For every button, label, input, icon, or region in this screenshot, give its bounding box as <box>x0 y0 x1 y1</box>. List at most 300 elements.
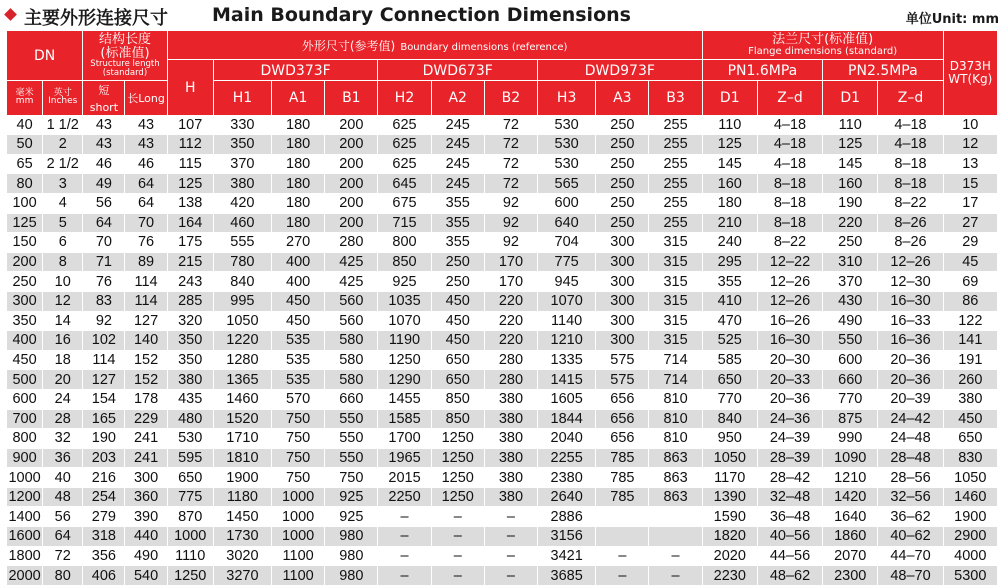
table-cell: 990 <box>823 429 878 449</box>
table-cell: 243 <box>167 272 213 292</box>
table-cell: 640 <box>538 213 596 233</box>
table-cell: 1710 <box>213 429 271 449</box>
table-cell: 1190 <box>378 331 431 351</box>
table-cell: 1250 <box>378 350 431 370</box>
zd-pn25-header: Z–d <box>878 81 943 116</box>
boundary-dimensions-header: 外形尺寸(参考值) Boundary dimensions (reference) <box>167 31 702 60</box>
table-cell: 863 <box>649 468 702 488</box>
table-cell: 650 <box>702 370 757 390</box>
table-cell: 1335 <box>538 350 596 370</box>
table-cell: 850 <box>431 409 484 429</box>
table-cell: 10 <box>43 272 83 292</box>
table-cell: 43 <box>83 115 125 135</box>
table-cell: 12 <box>43 291 83 311</box>
table-cell: 100 <box>7 193 43 213</box>
table-cell: 255 <box>649 213 702 233</box>
table-cell: 49 <box>83 174 125 194</box>
table-cell: 1700 <box>378 429 431 449</box>
table-cell: 46 <box>83 154 125 174</box>
table-cell: – <box>484 566 537 586</box>
table-cell: 150 <box>7 233 43 253</box>
table-cell: 12 <box>943 135 997 155</box>
table-cell: 1050 <box>702 448 757 468</box>
table-cell: 480 <box>167 409 213 429</box>
table-cell: 16–36 <box>878 331 943 351</box>
table-cell: 2015 <box>378 468 431 488</box>
table-cell: 315 <box>649 311 702 331</box>
table-cell: 28–39 <box>757 448 822 468</box>
table-cell: 350 <box>167 331 213 351</box>
table-cell: – <box>484 507 537 527</box>
pn16-header: PN1.6MPa <box>702 60 822 81</box>
table-cell: 115 <box>167 154 213 174</box>
table-cell: 44–70 <box>878 546 943 566</box>
table-cell: 180 <box>272 213 325 233</box>
table-cell: 330 <box>213 115 271 135</box>
table-cell: 48–70 <box>878 566 943 586</box>
table-cell: 27 <box>943 213 997 233</box>
table-cell: 250 <box>7 272 43 292</box>
table-cell: 72 <box>484 154 537 174</box>
table-cell: 200 <box>7 252 43 272</box>
table-row <box>7 409 998 429</box>
table-cell: 380 <box>213 174 271 194</box>
table-cell: 12–26 <box>757 291 822 311</box>
table-cell: 160 <box>702 174 757 194</box>
table-cell: 2 1/2 <box>43 154 83 174</box>
table-cell: 250 <box>596 174 649 194</box>
unit-label: 单位Unit: mm <box>905 12 999 27</box>
table-cell: 1810 <box>213 448 271 468</box>
table-cell: 216 <box>83 468 125 488</box>
table-cell: 1070 <box>538 291 596 311</box>
table-cell: 625 <box>378 154 431 174</box>
table-row <box>7 272 998 292</box>
table-cell: 8 <box>43 252 83 272</box>
table-cell: 315 <box>649 331 702 351</box>
table-cell: 102 <box>83 331 125 351</box>
table-cell: 250 <box>596 213 649 233</box>
table-cell: 64 <box>125 174 167 194</box>
table-cell: 13 <box>943 154 997 174</box>
table-cell: 270 <box>272 233 325 253</box>
table-cell: 980 <box>325 566 378 586</box>
table-cell: 1100 <box>272 546 325 566</box>
table-cell: 870 <box>167 507 213 527</box>
table-cell: 180 <box>272 174 325 194</box>
table-cell: 240 <box>702 233 757 253</box>
table-cell: 410 <box>702 291 757 311</box>
table-row <box>7 252 998 272</box>
table-cell: 70 <box>125 213 167 233</box>
table-cell: 4–18 <box>757 154 822 174</box>
table-cell: 535 <box>272 350 325 370</box>
table-cell: 315 <box>649 272 702 292</box>
table-cell: 450 <box>431 291 484 311</box>
table-cell: 625 <box>378 115 431 135</box>
table-cell: 175 <box>167 233 213 253</box>
table-cell: 595 <box>167 448 213 468</box>
table-cell: 28 <box>43 409 83 429</box>
table-cell: 200 <box>325 213 378 233</box>
table-cell: 575 <box>596 370 649 390</box>
table-cell: 863 <box>649 487 702 507</box>
table-cell: 1420 <box>823 487 878 507</box>
table-cell: 380 <box>484 468 537 488</box>
table-cell: 83 <box>83 291 125 311</box>
table-cell: 24 <box>43 389 83 409</box>
table-cell: 550 <box>325 429 378 449</box>
table-cell: 12–26 <box>757 272 822 292</box>
table-cell: 675 <box>378 193 431 213</box>
table-cell: 550 <box>823 331 878 351</box>
table-row <box>7 350 998 370</box>
table-cell: 560 <box>325 291 378 311</box>
table-cell: 220 <box>823 213 878 233</box>
table-cell: 1000 <box>8 469 41 486</box>
table-cell: 580 <box>325 370 378 390</box>
table-cell: 255 <box>649 174 702 194</box>
table-cell: 1290 <box>378 370 431 390</box>
table-cell: 45 <box>943 252 997 272</box>
table-cell: 650 <box>167 468 213 488</box>
table-cell: 1100 <box>272 566 325 586</box>
table-cell: 125 <box>702 135 757 155</box>
table-cell <box>596 527 649 547</box>
table-cell: 1415 <box>538 370 596 390</box>
table-row <box>7 135 998 155</box>
table-cell: 660 <box>325 389 378 409</box>
table-cell: 440 <box>125 527 167 547</box>
table-cell: 220 <box>484 291 537 311</box>
table-row <box>7 115 998 135</box>
table-cell: 2230 <box>702 566 757 586</box>
dwd973f-header: DWD973F <box>538 60 703 81</box>
table-cell: – <box>378 566 431 586</box>
table-cell: 178 <box>125 389 167 409</box>
table-cell: 980 <box>325 546 378 566</box>
table-cell: 127 <box>125 311 167 331</box>
table-cell: 875 <box>823 409 878 429</box>
table-cell: 125 <box>823 135 878 155</box>
table-cell: 46 <box>125 154 167 174</box>
table-cell: 1460 <box>213 389 271 409</box>
table-cell: 280 <box>484 370 537 390</box>
table-cell: 250 <box>596 135 649 155</box>
table-cell: 1250 <box>431 429 484 449</box>
table-cell: 1050 <box>943 468 997 488</box>
table-cell: 20–30 <box>757 350 822 370</box>
table-cell: 180 <box>272 154 325 174</box>
table-row <box>7 468 998 488</box>
table-cell: 16 <box>43 331 83 351</box>
table-cell: 310 <box>823 252 878 272</box>
flange-dimensions-header: 法兰尺寸(标准值) Flange dimensions (standard) <box>702 31 943 60</box>
table-cell: 450 <box>431 311 484 331</box>
table-cell: 69 <box>943 272 997 292</box>
table-cell: 1605 <box>538 389 596 409</box>
table-cell: 560 <box>325 311 378 331</box>
table-cell: 380 <box>484 487 537 507</box>
table-cell: 245 <box>431 115 484 135</box>
table-cell <box>596 507 649 527</box>
table-cell: 72 <box>484 135 537 155</box>
table-cell: 8–18 <box>878 174 943 194</box>
table-cell: – <box>378 546 431 566</box>
table-cell: 380 <box>484 448 537 468</box>
table-cell: 750 <box>272 448 325 468</box>
table-cell: 29 <box>943 233 997 253</box>
table-cell: 245 <box>431 154 484 174</box>
table-cell: 2640 <box>538 487 596 507</box>
table-cell: 255 <box>649 193 702 213</box>
a2-header: A2 <box>431 81 484 116</box>
table-cell: 1210 <box>538 331 596 351</box>
table-cell: 280 <box>484 350 537 370</box>
table-cell: 64 <box>43 527 83 547</box>
table-cell: 770 <box>702 389 757 409</box>
table-cell: 138 <box>167 193 213 213</box>
table-cell: 145 <box>823 154 878 174</box>
table-cell: 1220 <box>213 331 271 351</box>
table-cell: 460 <box>213 213 271 233</box>
table-cell: 24–42 <box>878 409 943 429</box>
table-cell: 40–62 <box>878 527 943 547</box>
b1-header: B1 <box>325 81 378 116</box>
table-cell: 950 <box>702 429 757 449</box>
table-cell: 318 <box>83 527 125 547</box>
table-cell: 435 <box>167 389 213 409</box>
table-cell: 44–56 <box>757 546 822 566</box>
table-cell: 28–42 <box>757 468 822 488</box>
table-cell: 380 <box>943 389 997 409</box>
table-cell: 714 <box>649 350 702 370</box>
table-cell: 170 <box>484 252 537 272</box>
table-cell: 200 <box>325 154 378 174</box>
table-cell: 20 <box>43 370 83 390</box>
table-row <box>7 233 998 253</box>
table-cell: 1250 <box>431 487 484 507</box>
table-cell: 250 <box>431 252 484 272</box>
table-cell: 840 <box>213 272 271 292</box>
table-row <box>7 154 998 174</box>
table-cell: 65 <box>7 154 43 174</box>
inches-header: 英寸 Inches <box>43 81 83 116</box>
table-cell: 370 <box>213 154 271 174</box>
table-cell: 380 <box>167 370 213 390</box>
table-row <box>7 331 998 351</box>
table-cell: 50 <box>7 135 43 155</box>
table-cell: 72 <box>43 546 83 566</box>
table-cell: 390 <box>125 507 167 527</box>
h1-header: H1 <box>213 81 271 116</box>
table-cell: – <box>596 566 649 586</box>
table-cell: 80 <box>7 174 43 194</box>
table-cell: 995 <box>213 291 271 311</box>
table-cell: 1600 <box>8 528 41 545</box>
table-cell: 1 1/2 <box>43 115 83 135</box>
table-cell: 830 <box>943 448 997 468</box>
d1-pn25-header: D1 <box>823 81 878 116</box>
table-cell: 356 <box>83 546 125 566</box>
table-cell: – <box>649 546 702 566</box>
table-cell: 122 <box>943 311 997 331</box>
table-cell: – <box>596 546 649 566</box>
table-cell: 1585 <box>378 409 431 429</box>
table-cell: 530 <box>167 429 213 449</box>
table-row <box>7 507 998 527</box>
table-cell: 2020 <box>702 546 757 566</box>
table-cell: 565 <box>538 174 596 194</box>
table-cell: 450 <box>431 331 484 351</box>
table-cell: 110 <box>823 115 878 135</box>
table-cell: 170 <box>484 272 537 292</box>
table-cell: 24–39 <box>757 429 822 449</box>
a3-header: A3 <box>596 81 649 116</box>
table-cell: 315 <box>649 233 702 253</box>
table-cell: 250 <box>431 272 484 292</box>
table-cell: 24–36 <box>757 409 822 429</box>
table-cell: 255 <box>649 135 702 155</box>
table-cell: 2300 <box>823 566 878 586</box>
table-cell: 64 <box>83 213 125 233</box>
table-cell: 360 <box>125 487 167 507</box>
table-cell: 4–18 <box>878 135 943 155</box>
table-cell: 315 <box>649 291 702 311</box>
table-cell: 8–18 <box>757 193 822 213</box>
table-cell: 12–22 <box>757 252 822 272</box>
table-cell: 229 <box>125 409 167 429</box>
table-cell: 355 <box>702 272 757 292</box>
table-cell: 320 <box>167 311 213 331</box>
table-cell: 380 <box>484 389 537 409</box>
table-cell: 1180 <box>213 487 271 507</box>
table-cell: 490 <box>823 311 878 331</box>
title-bar <box>0 0 1005 30</box>
table-row <box>7 546 998 566</box>
table-cell: 16–30 <box>757 331 822 351</box>
diamond-bullet-icon <box>4 8 17 21</box>
table-cell: 2255 <box>538 448 596 468</box>
table-cell: 141 <box>943 331 997 351</box>
table-cell: 3 <box>43 174 83 194</box>
table-cell: 550 <box>325 409 378 429</box>
table-cell: 1965 <box>378 448 431 468</box>
b3-header: B3 <box>649 81 702 116</box>
table-cell: 8–26 <box>878 233 943 253</box>
table-cell: 160 <box>823 174 878 194</box>
table-cell: 535 <box>272 370 325 390</box>
table-cell: 295 <box>702 252 757 272</box>
table-row <box>7 213 998 233</box>
table-cell: – <box>378 527 431 547</box>
table-cell: 863 <box>649 448 702 468</box>
table-cell: 785 <box>596 448 649 468</box>
table-cell: 355 <box>431 233 484 253</box>
weight-header: D373H WT(Kg) <box>943 31 997 116</box>
table-cell: 660 <box>823 370 878 390</box>
table-cell: 1640 <box>823 507 878 527</box>
table-cell: 89 <box>125 252 167 272</box>
table-cell: – <box>431 507 484 527</box>
table-cell: 20–39 <box>878 389 943 409</box>
table-cell: 72 <box>484 174 537 194</box>
table-cell: 300 <box>596 252 649 272</box>
table-cell: 1050 <box>213 311 271 331</box>
title-chinese: 主要外形连接尺寸 <box>24 8 168 29</box>
table-cell: 4000 <box>943 546 997 566</box>
table-cell: 575 <box>596 350 649 370</box>
table-cell: 76 <box>125 233 167 253</box>
table-row <box>7 291 998 311</box>
table-cell: – <box>431 566 484 586</box>
table-cell: 650 <box>943 429 997 449</box>
table-cell: 350 <box>7 311 43 331</box>
table-cell: 570 <box>272 389 325 409</box>
table-cell: 714 <box>649 370 702 390</box>
table-cell: 300 <box>596 272 649 292</box>
table-cell: 1000 <box>167 527 213 547</box>
table-cell: 625 <box>378 135 431 155</box>
table-cell: 92 <box>484 213 537 233</box>
table-cell: 490 <box>125 546 167 566</box>
table-cell: 350 <box>167 350 213 370</box>
table-cell: 400 <box>272 252 325 272</box>
table-cell: 785 <box>596 468 649 488</box>
table-cell: 700 <box>7 409 43 429</box>
table-cell: 925 <box>325 487 378 507</box>
table-cell: 355 <box>431 213 484 233</box>
table-cell: 1390 <box>702 487 757 507</box>
table-cell: 850 <box>431 389 484 409</box>
table-cell: 400 <box>7 331 43 351</box>
dimensions-table <box>6 30 998 586</box>
table-cell: 200 <box>325 115 378 135</box>
table-cell: 1800 <box>8 547 41 564</box>
table-cell: 220 <box>484 311 537 331</box>
structure-length-header: 结构长度 (标准值) Structure length (standard) <box>83 31 167 81</box>
table-cell: 64 <box>125 193 167 213</box>
table-cell: 425 <box>325 252 378 272</box>
table-cell: 107 <box>167 115 213 135</box>
table-cell: 190 <box>83 429 125 449</box>
table-cell: 250 <box>596 154 649 174</box>
table-cell: 4–18 <box>757 115 822 135</box>
table-cell: 2 <box>43 135 83 155</box>
table-row <box>7 566 998 586</box>
table-cell: 10 <box>943 115 997 135</box>
dwd673f-header: DWD673F <box>378 60 538 81</box>
table-cell: 300 <box>7 291 43 311</box>
table-cell: 280 <box>325 233 378 253</box>
d1-pn16-header: D1 <box>702 81 757 116</box>
table-cell: – <box>378 507 431 527</box>
table-cell: 300 <box>596 331 649 351</box>
short-header: 短 short <box>83 81 125 116</box>
table-cell: 580 <box>325 350 378 370</box>
table-cell: 750 <box>272 429 325 449</box>
pn25-header: PN2.5MPa <box>823 60 944 81</box>
table-row <box>7 311 998 331</box>
table-cell: 279 <box>83 507 125 527</box>
table-cell: 76 <box>83 272 125 292</box>
table-cell: 40 <box>43 468 83 488</box>
table-cell: 650 <box>431 350 484 370</box>
table-cell: 450 <box>272 311 325 331</box>
table-cell: 152 <box>125 350 167 370</box>
table-cell: 215 <box>167 252 213 272</box>
table-cell: 210 <box>702 213 757 233</box>
